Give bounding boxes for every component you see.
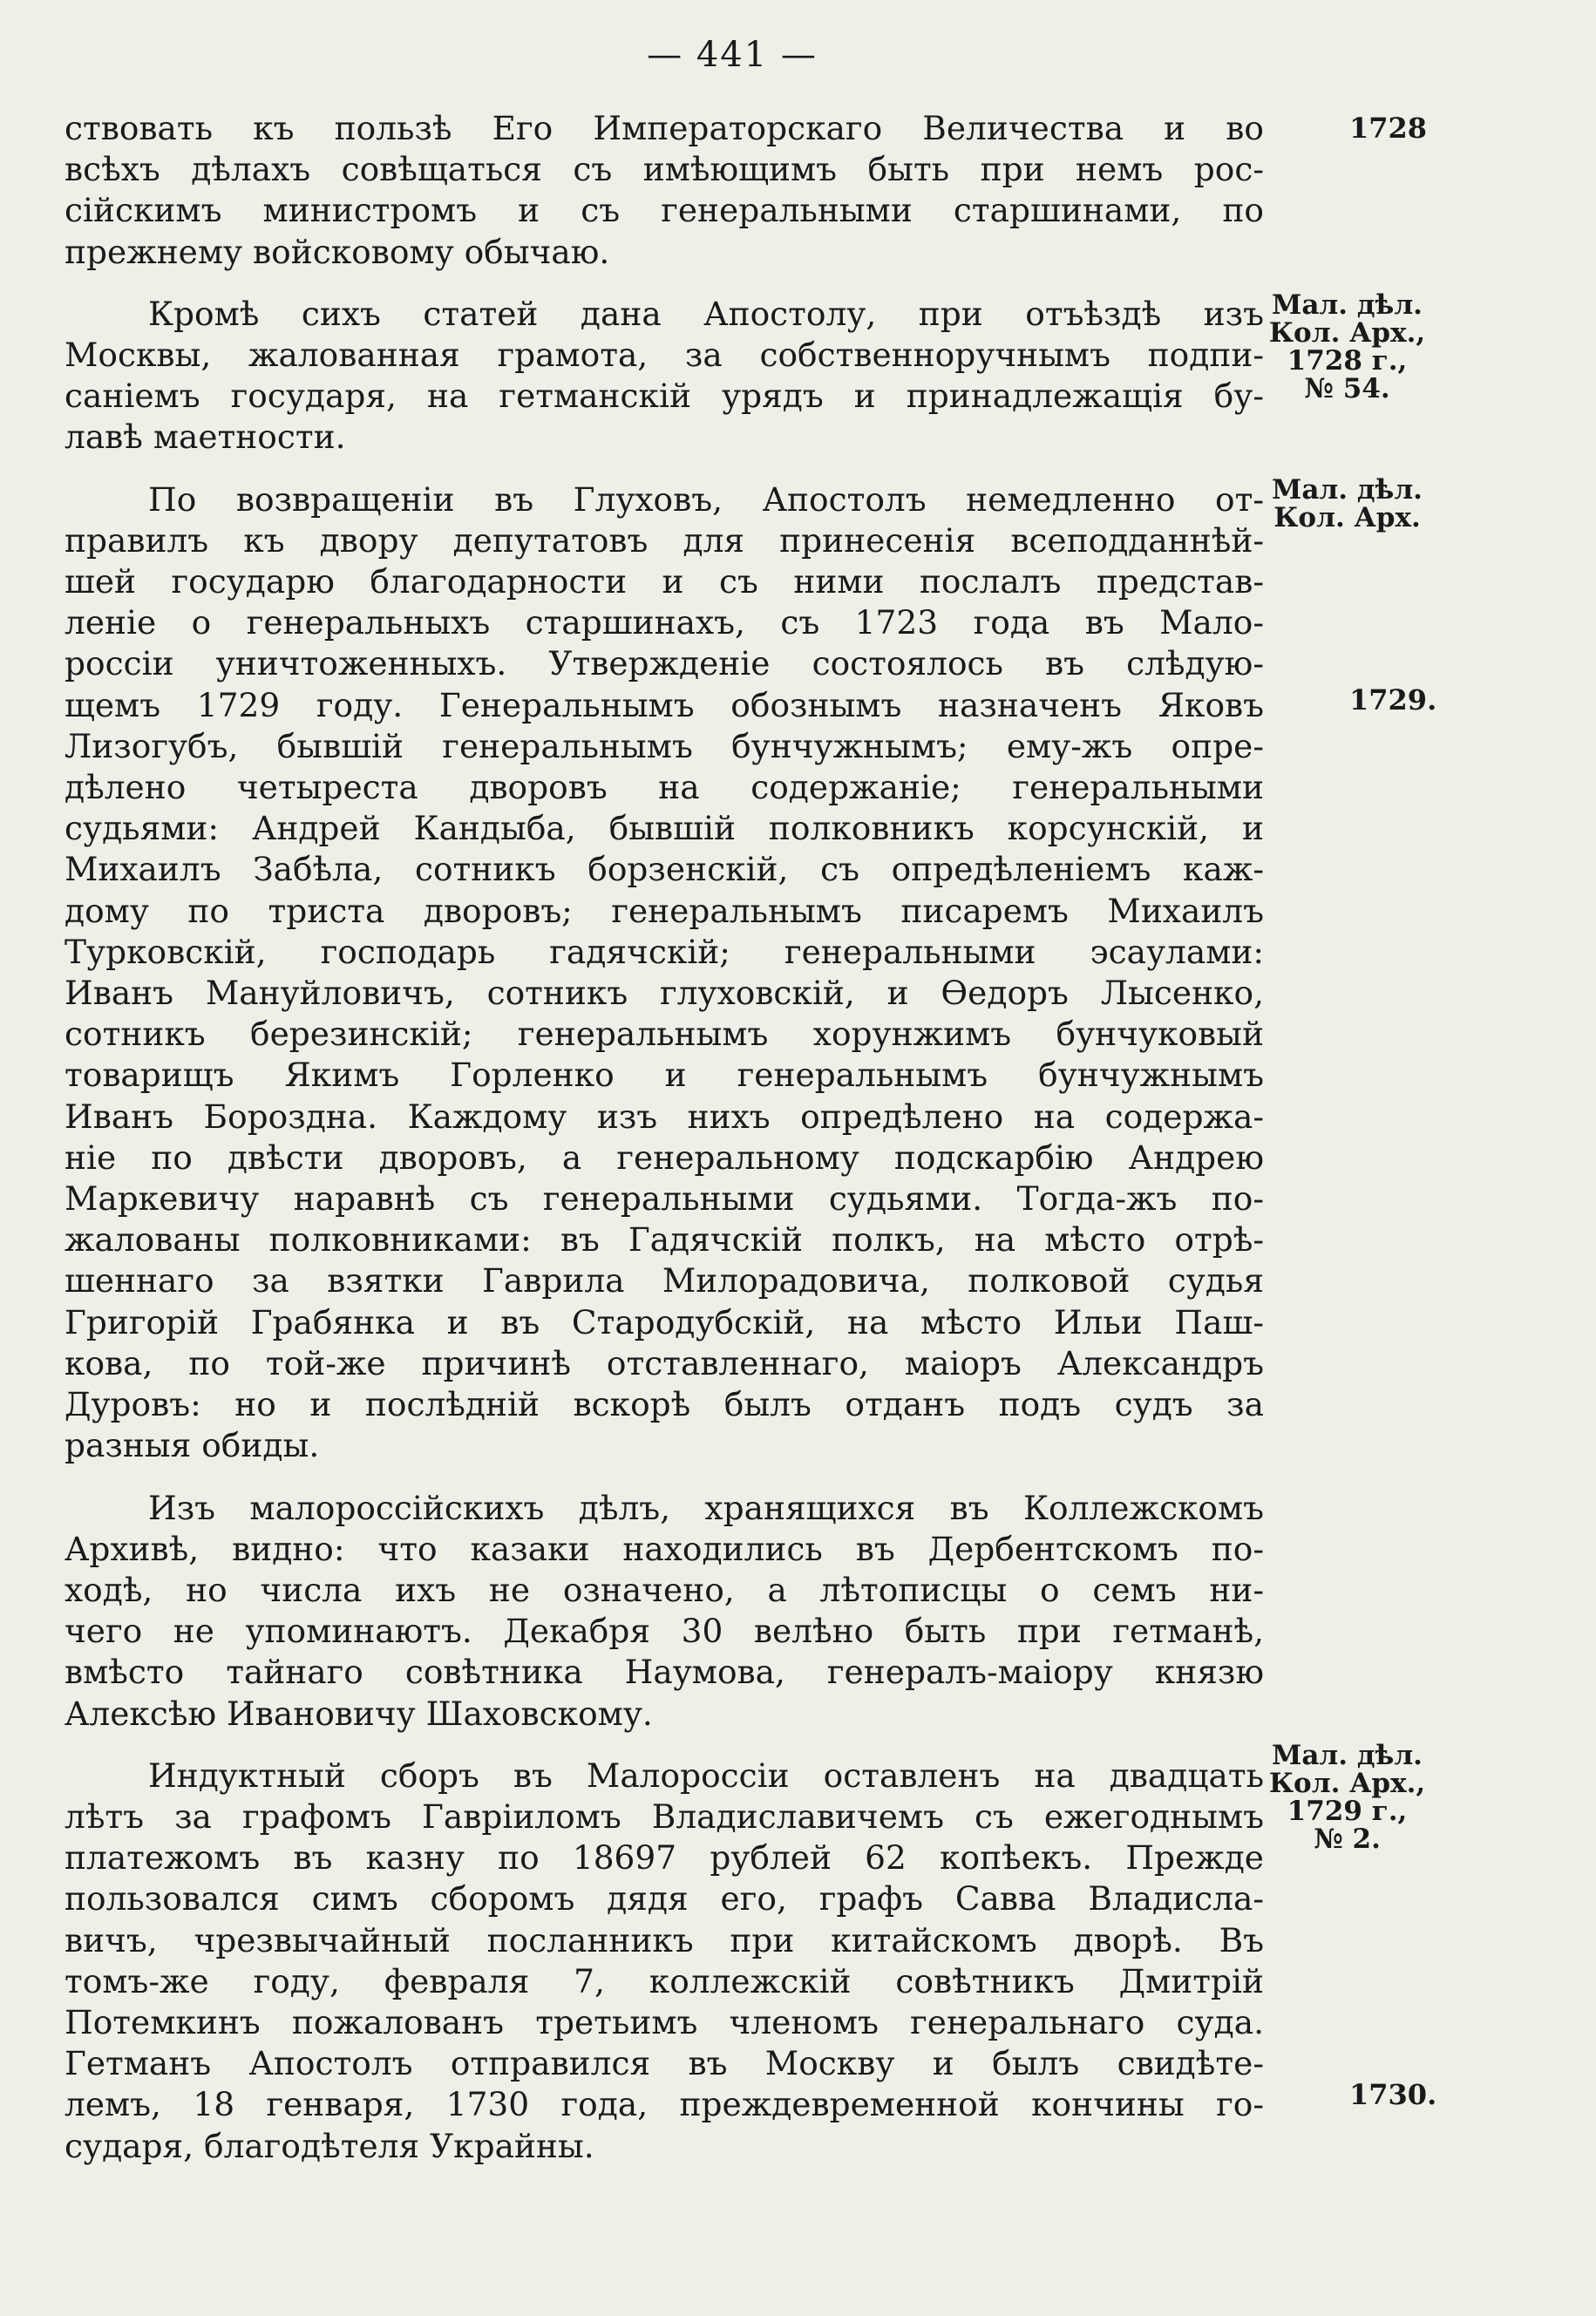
paragraph-1: [65, 108, 1264, 273]
text-line: россіи уничтоженныхъ. Утвержденіе состоялось въ слѣдую-: [65, 644, 1264, 683]
margin-archive-note-1: [1262, 291, 1432, 403]
text-line: сотникъ березинскій; генеральнымъ хорунжимъ бунчуковый: [65, 1015, 1264, 1054]
text-line: Москвы, жалованная грамота, за собственноручнымъ подпи-: [65, 336, 1264, 375]
margin-year-1728: 1728: [1349, 112, 1428, 145]
text-line: Лизогубъ, бывшій генеральнымъ бунчужнымъ; ему-жъ опре-: [65, 726, 1264, 765]
text-line: всѣхъ дѣлахъ совѣщаться съ имѣющимъ быть при немъ рос-: [65, 150, 1264, 189]
text-line: Турковскій, господарь гадячскій; генеральными эсаулами:: [65, 932, 1264, 971]
text-line: Алексѣю Ивановичу Шаховскому.: [65, 1694, 653, 1733]
text-line: кова, по той-же причинѣ отставленнаго, маіоръ Александръ: [65, 1343, 1264, 1382]
text-line: дѣлено четыреста дворовъ на содержаніе; генеральными: [65, 768, 1264, 807]
margin-note-line: Кол. Арх.,: [1268, 317, 1426, 349]
text-line: вичъ, чрезвычайный посланникъ при китайскомъ дворѣ. Въ: [65, 1920, 1264, 1959]
text-line: Индуктный сборъ въ Малороссіи оставленъ на двадцать: [148, 1756, 1264, 1795]
paragraph-4: [65, 1488, 1264, 1735]
text-line: судьями: Андрей Кандыба, бывшій полковникъ корсунскій, и: [65, 809, 1264, 848]
text-line: Изъ малороссійскихъ дѣлъ, хранящихся въ Коллежскомъ: [148, 1488, 1264, 1527]
text-line: Кромѣ сихъ статей дана Апостолу, при отъѣздѣ изъ: [148, 294, 1264, 333]
margin-note-line: 1728 г.,: [1287, 345, 1408, 377]
margin-archive-note-3: [1262, 1742, 1432, 1853]
text-line: саніемъ государя, на гетманскій урядъ и принадлежащія бу-: [65, 377, 1264, 416]
text-line: ствовать къ пользѣ Его Императорскаго Величества и во: [65, 109, 1264, 147]
text-line: лемъ, 18 генваря, 1730 года, преждевременной кончины го-: [65, 2085, 1264, 2124]
text-line: Иванъ Мануйловичъ, сотникъ глуховскій, и Ѳедоръ Лысенко,: [65, 974, 1264, 1013]
text-line: шеннаго за взятки Гаврила Милорадовича, полковой судья: [65, 1261, 1264, 1301]
text-line: По возвращеніи въ Глуховъ, Апостолъ немедленно от-: [148, 479, 1264, 519]
paragraph-3: [65, 479, 1264, 1467]
text-line: разныя обиды.: [65, 1426, 320, 1465]
paragraph-2: [65, 294, 1264, 458]
text-line: Потемкинъ пожалованъ третьимъ членомъ генеральнаго суда.: [65, 2002, 1264, 2041]
margin-note-line: Кол. Арх.,: [1268, 1768, 1426, 1799]
margin-note-line: 1729 г.,: [1287, 1796, 1408, 1827]
page-number: — 441 —: [647, 35, 818, 75]
text-line: правилъ къ двору депутатовъ для принесенія всеподданнѣй-: [65, 520, 1264, 560]
paragraph-5: [65, 1756, 1264, 2167]
text-line: сударя, благодѣтеля Украйны.: [65, 2126, 594, 2165]
text-line: ходѣ, но числа ихъ не означено, а лѣтописцы о семъ ни-: [65, 1570, 1264, 1609]
text-line: леніе о генеральныхъ старшинахъ, съ 1723 года въ Мало-: [65, 603, 1264, 642]
text-line: ніе по двѣсти дворовъ, а генеральному подскарбію Андрею: [65, 1138, 1264, 1177]
margin-note-line: № 54.: [1304, 373, 1390, 404]
text-line: лавѣ маетности.: [65, 418, 346, 457]
text-line: Михаилъ Забѣла, сотникъ борзенскій, съ опредѣленіемъ каж-: [65, 850, 1264, 889]
margin-year-1729: 1729.: [1349, 683, 1437, 717]
margin-archive-note-2: [1262, 476, 1432, 532]
margin-note-line: Мал. дѣл.: [1272, 1740, 1423, 1771]
main-text-column: [65, 108, 1264, 2188]
text-line: Маркевичу наравнѣ съ генеральными судьями. Тогда-жъ по-: [65, 1179, 1264, 1219]
text-line: чего не упоминаютъ. Декабря 30 велѣно быть при гетманѣ,: [65, 1612, 1264, 1651]
text-line: Гетманъ Апостолъ отправился въ Москву и былъ свидѣте-: [65, 2044, 1264, 2083]
text-line: лѣтъ за графомъ Гавріиломъ Владиславичемъ съ ежегоднымъ: [65, 1796, 1264, 1836]
text-line: товарищъ Якимъ Горленко и генеральнымъ бунчужнымъ: [65, 1056, 1264, 1095]
text-line: сійскимъ министромъ и съ генеральными старшинами, по: [65, 191, 1264, 230]
text-line: дому по триста дворовъ; генеральнымъ писаремъ Михаилъ: [65, 891, 1264, 930]
text-line: Архивѣ, видно: что казаки находились въ Дербентскомъ по-: [65, 1529, 1264, 1568]
text-line: Иванъ Борозднa. Каждому изъ нихъ опредѣлено на содержа-: [65, 1097, 1264, 1136]
margin-year-1730: 1730.: [1349, 2078, 1437, 2111]
margin-note-line: № 2.: [1314, 1824, 1381, 1855]
text-line: платежомъ въ казну по 18697 рублей 62 копѣекъ. Прежде: [65, 1838, 1264, 1878]
text-line: щемъ 1729 году. Генеральнымъ обознымъ назначенъ Яковъ: [65, 685, 1264, 724]
text-line: Григорій Грабянка и въ Стародубскій, на мѣсто Ильи Паш-: [65, 1302, 1264, 1341]
text-line: пользовался симъ сборомъ дядя его, графъ Савва Владисла-: [65, 1879, 1264, 1919]
text-line: шей государю благодарности и съ ними послалъ представ-: [65, 562, 1264, 601]
margin-note-line: Кол. Арх.: [1273, 502, 1421, 533]
text-line: вмѣсто тайнаго совѣтника Наумова, генералъ-маіору князю: [65, 1653, 1264, 1692]
text-line: жалованы полковниками: въ Гадячскій полкъ, на мѣсто отрѣ-: [65, 1220, 1264, 1260]
margin-note-line: Мал. дѣл.: [1272, 474, 1423, 506]
text-line: томъ-же году, февраля 7, коллежскій совѣтникъ Дмитрій: [65, 1961, 1264, 2000]
text-line: Дуровъ: но и послѣдній вскорѣ былъ отданъ подъ судъ за: [65, 1385, 1264, 1424]
text-line: прежнему войсковому обычаю.: [65, 232, 610, 271]
margin-note-line: Мал. дѣл.: [1272, 289, 1423, 321]
